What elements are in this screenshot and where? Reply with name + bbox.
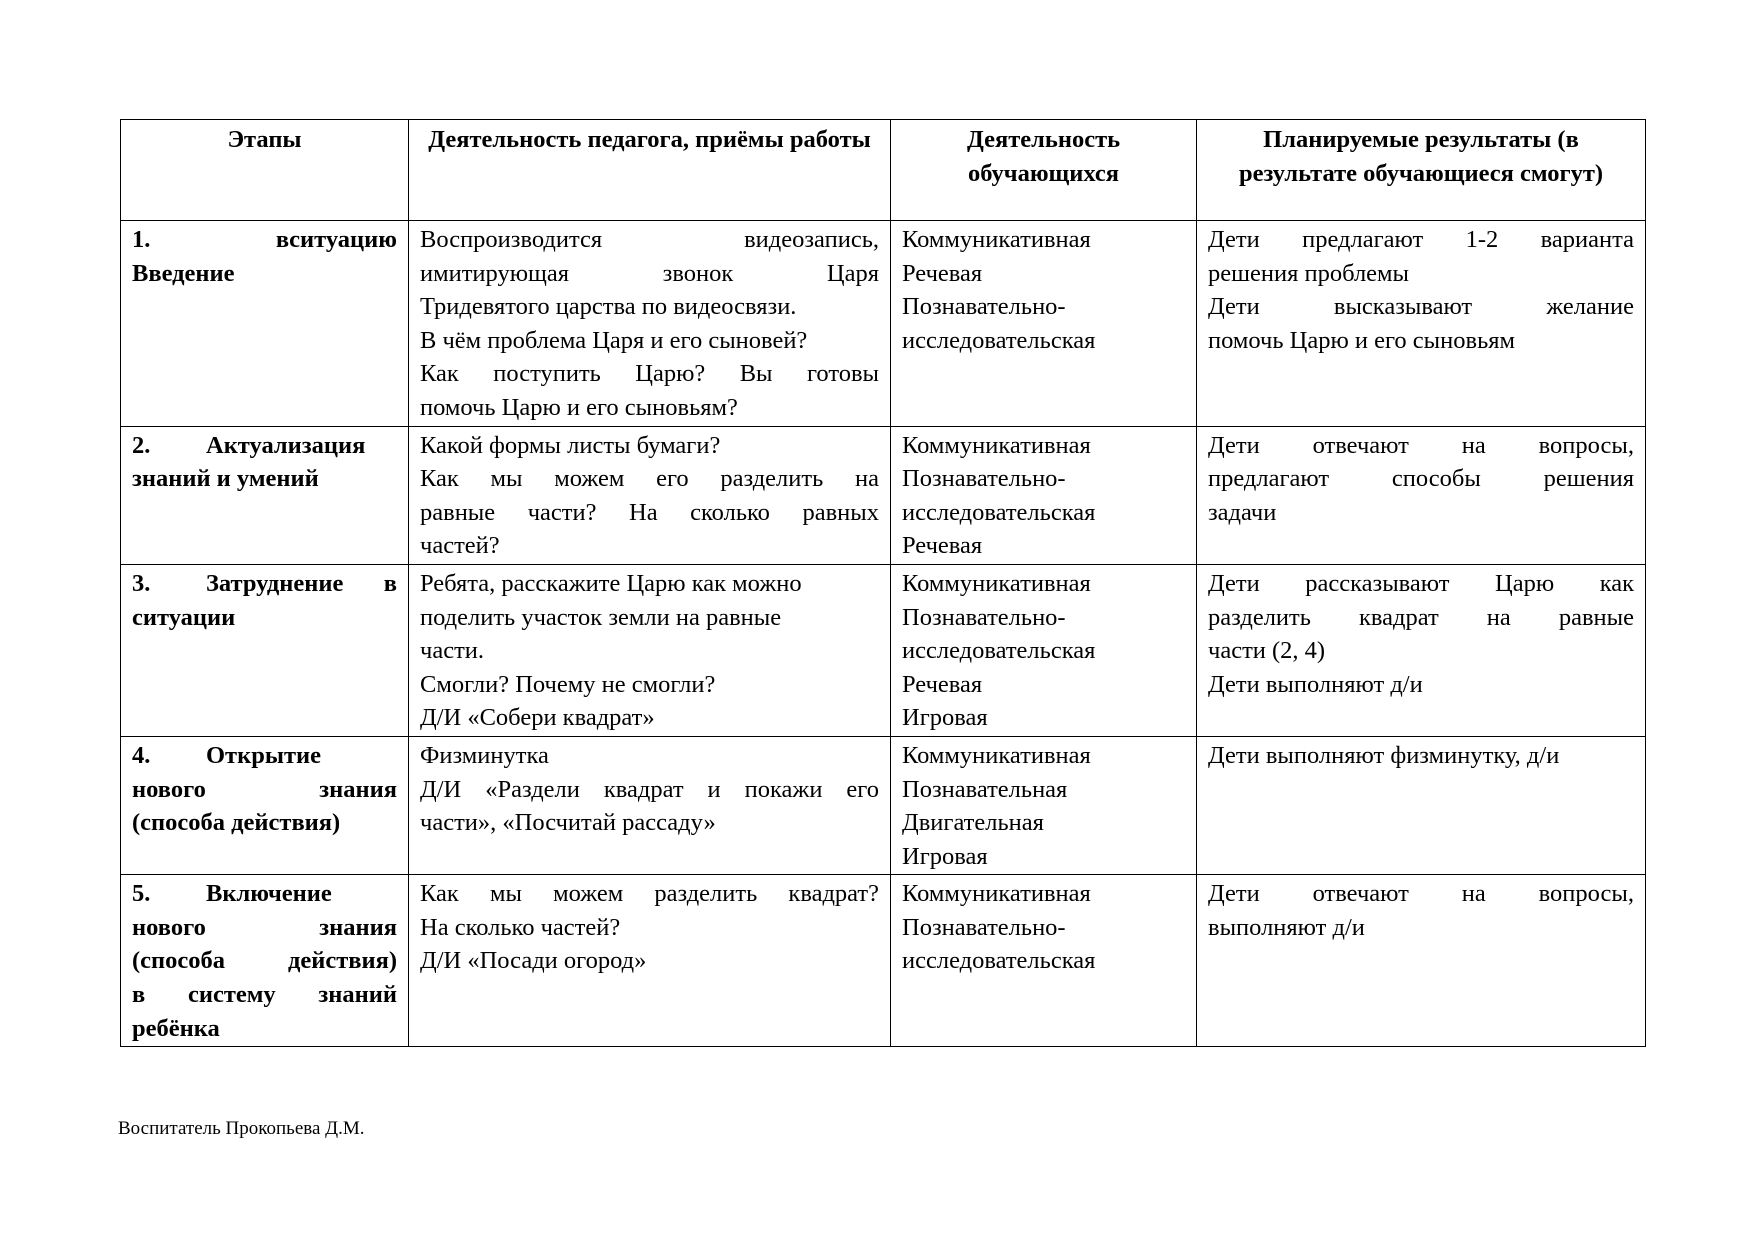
teacher-activity-cell-line: Ребята, расскажите Царю как можно: [420, 569, 802, 597]
planned-results-cell-line: Дети предлагают 1-2 варианта: [1208, 226, 1634, 253]
student-activity-cell-line: Речевая: [902, 532, 983, 560]
stage-cell: [121, 875, 409, 1047]
planned-results-cell-line: решения проблемы: [1208, 259, 1410, 287]
stage-title: [132, 739, 397, 840]
teacher-activity-cell: [409, 736, 891, 874]
stage-cell: [121, 221, 409, 427]
table-row: [121, 736, 1646, 874]
stage-number: 4.: [132, 741, 151, 769]
student-activity-cell-line: Коммуникативная: [902, 569, 1091, 597]
teacher-activity-cell-line: Д/И «Раздели квадрат и покажи его: [420, 775, 879, 803]
teacher-activity-cell: [409, 564, 891, 736]
student-activity-cell-line: Игровая: [902, 842, 988, 870]
stage-title: [132, 877, 397, 1045]
stage-cell: [121, 564, 409, 736]
teacher-activity-cell-line: Как поступить Царю? Вы готовы: [420, 360, 879, 388]
planned-results-cell-line: Дети выполняют физминутку, д/и: [1208, 741, 1560, 769]
planned-results-cell: [1197, 221, 1646, 427]
student-activity-cell-line: Коммуникативная: [902, 431, 1091, 459]
footer-author: Воспитатель Прокопьева Д.М.: [118, 1118, 365, 1139]
teacher-activity-cell-line: Смогли? Почему не смогли?: [420, 670, 716, 698]
stage-number: 2.: [132, 431, 151, 459]
stage-title-line: ситуации: [132, 603, 236, 631]
student-activity-cell-line: Познавательно-: [902, 603, 1066, 631]
student-activity-cell: [891, 426, 1197, 564]
student-activity-cell-line: Познавательно-: [902, 293, 1066, 321]
teacher-activity-cell: [409, 426, 891, 564]
teacher-activity-cell-line: Физминутка: [420, 741, 549, 769]
student-activity-cell-line: Коммуникативная: [902, 880, 1091, 908]
student-activity-cell-line: Речевая: [902, 670, 983, 698]
table-row: [121, 564, 1646, 736]
header-student-activity: Деятельность обучающихся: [891, 120, 1197, 221]
stage-cell: [121, 426, 409, 564]
teacher-activity-cell-line: имитирующая звонок Царя: [420, 259, 879, 287]
planned-results-cell-line: разделить квадрат на равные: [1208, 603, 1634, 631]
stage-title-line: 3. Затруднение в: [132, 567, 397, 601]
student-activity-cell-line: Коммуникативная: [902, 741, 1091, 769]
stage-title-line: нового знания: [132, 775, 397, 803]
teacher-activity-cell-line: Какой формы листы бумаги?: [420, 431, 721, 459]
planned-results-cell-line: Дети рассказывают Царю как: [1208, 569, 1634, 597]
teacher-activity-cell-line: частей?: [420, 532, 500, 560]
planned-results-cell-line: выполняют д/и: [1208, 913, 1365, 941]
stage-title-line: 4. Открытие: [132, 739, 397, 773]
planned-results-cell-line: помочь Царю и его сыновьям: [1208, 326, 1516, 354]
stage-title: [132, 223, 397, 290]
header-planned-results: Планируемые результаты (в результате обучающиеся смогут): [1197, 120, 1646, 221]
planned-results-cell-line: Дети высказывают желание: [1208, 293, 1634, 321]
planned-results-cell: [1197, 875, 1646, 1047]
planned-results-cell-line: части (2, 4): [1208, 637, 1326, 665]
student-activity-cell-line: Коммуникативная: [902, 226, 1091, 253]
student-activity-cell: [891, 221, 1197, 427]
teacher-activity-cell-line: помочь Царю и его сыновьям?: [420, 393, 738, 421]
table-row: [121, 221, 1646, 427]
stage-title-line: в систему знаний: [132, 981, 397, 1009]
table-header-row: [121, 120, 1646, 221]
student-activity-cell-line: Познавательно-: [902, 465, 1066, 493]
teacher-activity-cell-line: поделить участок земли на равные: [420, 603, 782, 631]
planned-results-cell-line: Дети выполняют д/и: [1208, 670, 1423, 698]
stage-number: 5.: [132, 880, 151, 908]
table-row: [121, 875, 1646, 1047]
student-activity-cell-line: Двигательная: [902, 809, 1044, 837]
teacher-activity-cell-line: Как мы можем его разделить на: [420, 465, 879, 493]
teacher-activity-cell: [409, 875, 891, 1047]
stage-title-line: (способа действия): [132, 947, 397, 975]
planned-results-cell-line: Дети отвечают на вопросы,: [1208, 431, 1634, 459]
student-activity-cell: [891, 875, 1197, 1047]
stage-title-line: 5. Включение: [132, 877, 397, 911]
student-activity-cell-line: Познавательная: [902, 775, 1068, 803]
stage-title-line: знаний и умений: [132, 465, 319, 493]
stage-title-line: нового знания: [132, 913, 397, 941]
stage-title-line: ребёнка: [132, 1014, 220, 1042]
student-activity-cell-line: исследовательская: [902, 637, 1096, 665]
teacher-activity-cell-line: На сколько частей?: [420, 913, 621, 941]
header-teacher-activity: Деятельность педагога, приёмы работы: [409, 120, 891, 221]
student-activity-cell-line: Познавательно-: [902, 913, 1066, 941]
stage-title-line: 1.Введение в ситуацию: [132, 223, 397, 290]
teacher-activity-cell-line: Д/И «Посади огород»: [420, 947, 647, 975]
teacher-activity-cell-line: Тридевятого царства по видеосвязи.: [420, 293, 797, 321]
planned-results-cell-line: Дети отвечают на вопросы,: [1208, 880, 1634, 908]
stage-title: [132, 567, 397, 634]
teacher-activity-cell-line: Воспроизводится видеозапись,: [420, 226, 879, 253]
teacher-activity-cell-line: Д/И «Собери квадрат»: [420, 704, 655, 732]
lesson-plan-table: [120, 119, 1646, 1047]
student-activity-cell-line: исследовательская: [902, 947, 1096, 975]
teacher-activity-cell-line: Как мы можем разделить квадрат?: [420, 880, 879, 908]
student-activity-cell: [891, 736, 1197, 874]
student-activity-cell-line: Речевая: [902, 259, 983, 287]
stage-title: [132, 429, 397, 496]
table-body: [121, 221, 1646, 1047]
teacher-activity-cell-line: В чём проблема Царя и его сыновей?: [420, 326, 808, 354]
student-activity-cell: [891, 564, 1197, 736]
planned-results-cell: [1197, 426, 1646, 564]
teacher-activity-cell-line: части.: [420, 637, 485, 665]
student-activity-cell-line: исследовательская: [902, 498, 1096, 526]
table-row: [121, 426, 1646, 564]
stage-cell: [121, 736, 409, 874]
stage-number: 1.: [132, 226, 151, 253]
planned-results-cell-line: предлагают способы решения: [1208, 465, 1634, 493]
stage-title-line: (способа действия): [132, 809, 341, 837]
header-stages: Этапы: [121, 120, 409, 221]
stage-title-line: 2. Актуализация: [132, 429, 397, 463]
planned-results-cell: [1197, 564, 1646, 736]
planned-results-cell-line: задачи: [1208, 498, 1277, 526]
student-activity-cell-line: исследовательская: [902, 326, 1096, 354]
stage-number: 3.: [132, 569, 151, 597]
teacher-activity-cell-line: равные части? На сколько равных: [420, 498, 879, 526]
planned-results-cell: [1197, 736, 1646, 874]
student-activity-cell-line: Игровая: [902, 704, 988, 732]
teacher-activity-cell: [409, 221, 891, 427]
teacher-activity-cell-line: части», «Посчитай рассаду»: [420, 809, 716, 837]
